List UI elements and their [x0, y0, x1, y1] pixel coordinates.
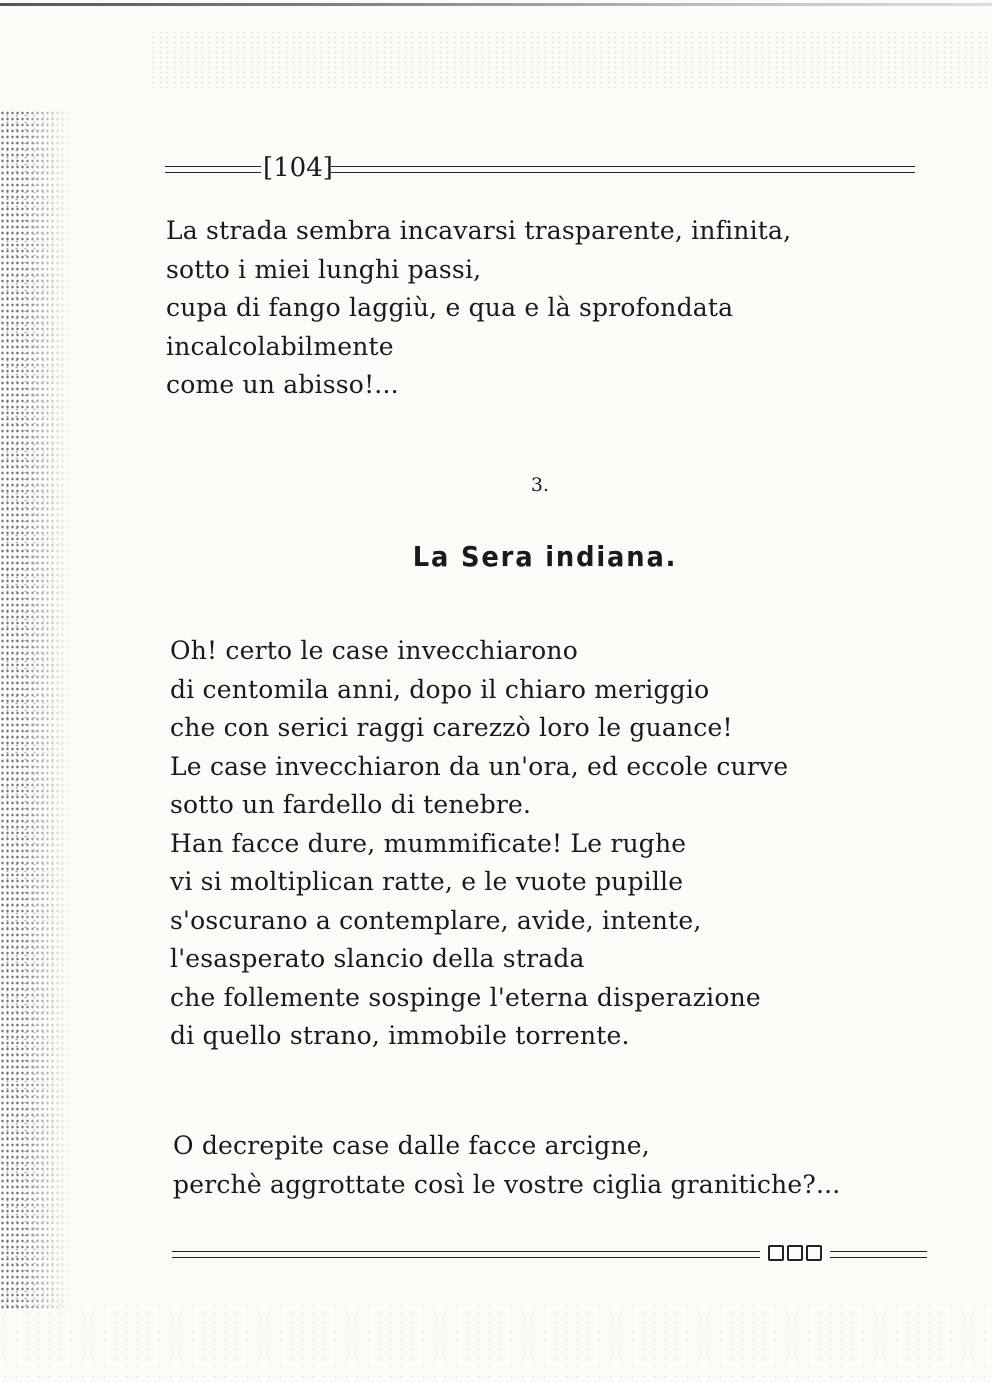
- verse-line: La strada sembra incavarsi trasparente, infinita,: [166, 216, 792, 245]
- ornament-box-icon: [787, 1245, 803, 1261]
- page-number: [104]: [263, 153, 333, 183]
- verse-line: vi si moltiplican ratte, e le vuote pupille: [170, 867, 684, 896]
- verse-line: Han facce dure, mummificate! Le rughe: [170, 828, 687, 858]
- stanza-opening: [166, 212, 791, 405]
- verse-line: O decrepite case dalle facce arcigne,: [173, 1131, 650, 1160]
- header-rule-left: [165, 166, 261, 173]
- verse-line: s'oscurano a contemplare, avide, intente,: [170, 905, 702, 935]
- footer-rule-right: [830, 1251, 927, 1258]
- verse-line: Oh! certo le case invecchiarono: [170, 636, 578, 665]
- verse-line: Le case invecchiaron da un'ora, ed eccole curve: [170, 751, 789, 781]
- verse-line: cupa di fango laggiù, e qua e là sprofondata: [166, 293, 734, 322]
- verse-line: l'esasperato slancio della strada: [170, 944, 585, 973]
- verse-line: sotto un fardello di tenebre.: [170, 790, 532, 819]
- verse-line: incalcolabilmente: [166, 331, 394, 361]
- bottom-scan-speckle: [0, 1300, 992, 1382]
- page-footer: [172, 1240, 927, 1270]
- verse-line: che con serici raggi carezzò loro le guance!: [170, 713, 733, 742]
- poem-title: La Sera indiana.: [412, 540, 678, 573]
- top-edge-rule: [0, 3, 992, 6]
- footer-rule-left: [172, 1251, 760, 1258]
- stanza-closing: [173, 1127, 840, 1204]
- verse-line: perchè aggrottate così le vostre ciglia granitiche?...: [173, 1169, 841, 1199]
- verse-line: come un abisso!...: [166, 370, 399, 399]
- footer-ornament-icon: [768, 1245, 822, 1261]
- verse-line: di quello strano, immobile torrente.: [170, 1021, 630, 1050]
- stanza-main: [170, 632, 788, 1056]
- ornament-box-icon: [806, 1245, 822, 1261]
- page-header: [165, 148, 915, 188]
- section-number: 3.: [530, 474, 550, 496]
- verse-line: di centomila anni, dopo il chiaro meriggio: [170, 674, 710, 704]
- left-scan-margin: [0, 110, 70, 1310]
- top-scan-speckle: [150, 30, 990, 90]
- header-rule-right: [331, 166, 915, 173]
- verse-line: che follemente sospinge l'eterna disperazione: [170, 982, 761, 1012]
- ornament-box-icon: [768, 1245, 784, 1261]
- verse-line: sotto i miei lunghi passi,: [166, 254, 482, 284]
